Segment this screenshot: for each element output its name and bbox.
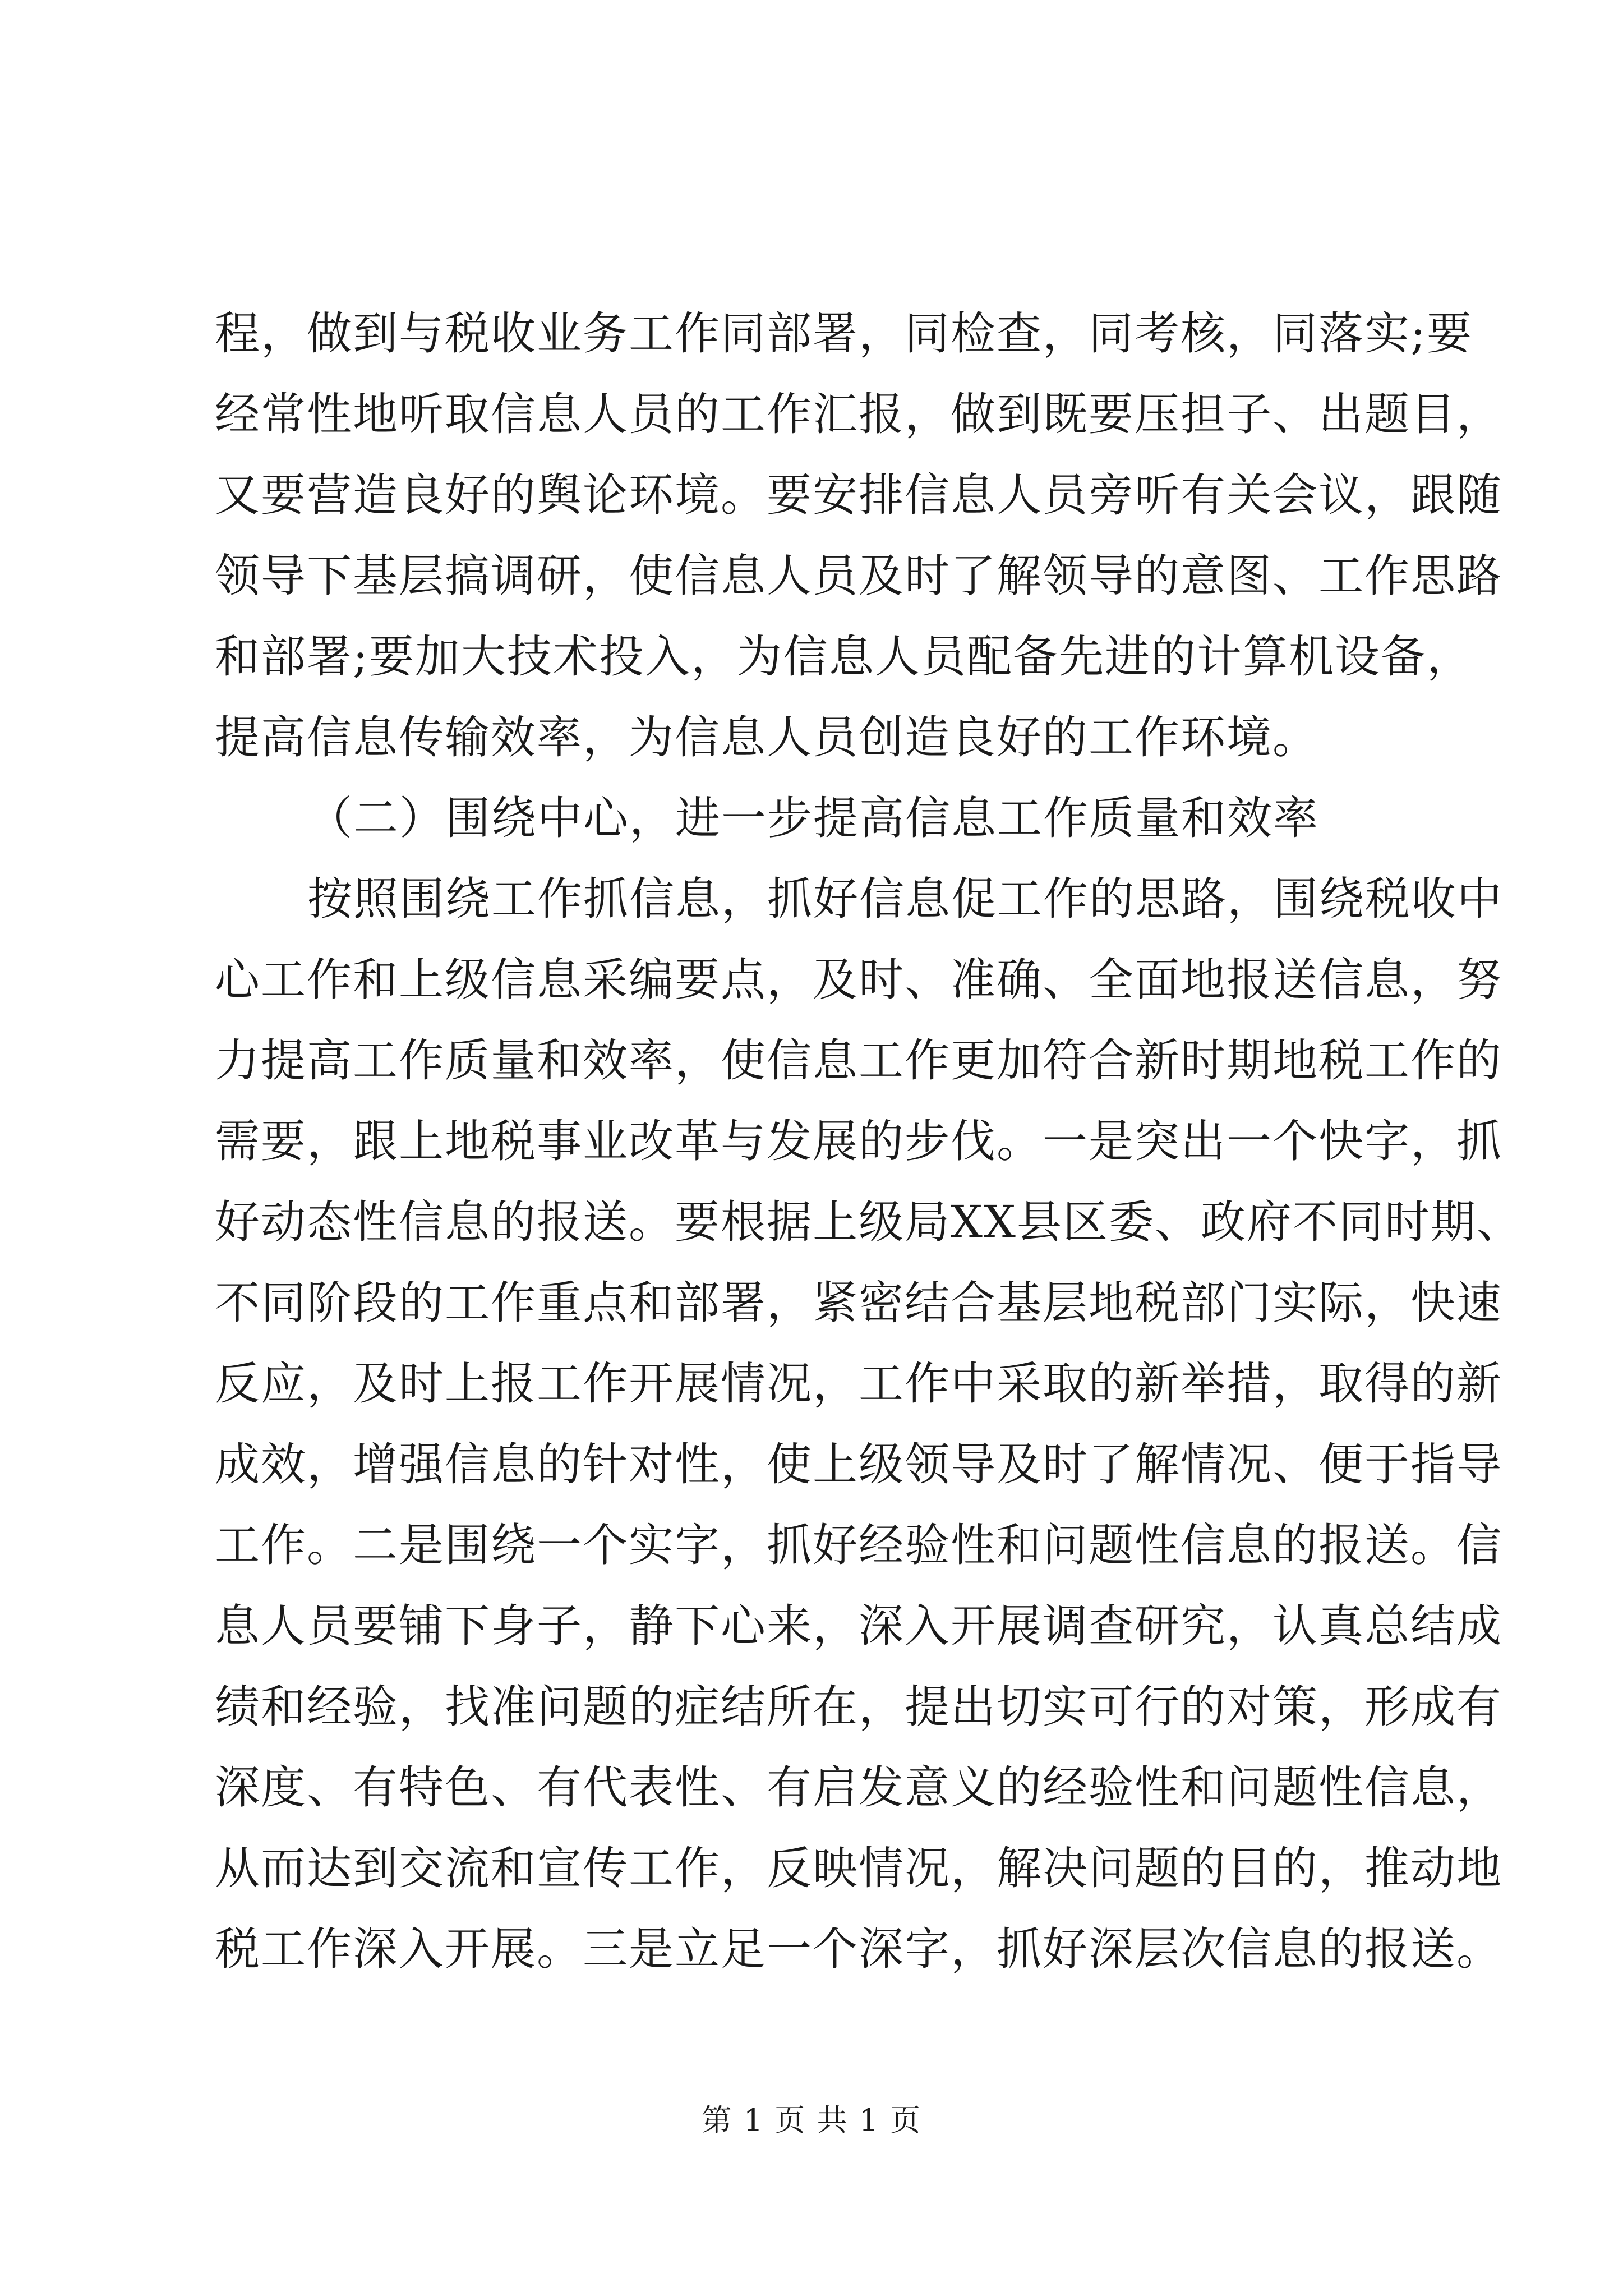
paragraph-line: 息人员要铺下身子，静下心来，深入开展调查研究，认真总结成 — [215, 1600, 1502, 1652]
paragraph-line: 成效，增强信息的针对性，使上级领导及时了解情况、便于指导 — [215, 1438, 1502, 1490]
paragraph-line: 按照围绕工作抓信息，抓好信息促工作的思路，围绕税收中 — [307, 873, 1503, 925]
paragraph-line: 税工作深入开展。三是立足一个深字，抓好深层次信息的报送。 — [215, 1923, 1502, 1975]
paragraph-line: 需要，跟上地税事业改革与发展的步伐。一是突出一个快字，抓 — [215, 1115, 1502, 1167]
paragraph-line: 提高信息传输效率，为信息人员创造良好的工作环境。 — [215, 711, 1318, 763]
section-heading: （二）围绕中心，进一步提高信息工作质量和效率 — [307, 792, 1319, 844]
paragraph-line: 又要营造良好的舆论环境。要安排信息人员旁听有关会议，跟随 — [215, 469, 1502, 521]
paragraph-line: 不同阶段的工作重点和部署，紧密结合基层地税部门实际，快速 — [215, 1277, 1502, 1329]
paragraph-line: 领导下基层搞调研，使信息人员及时了解领导的意图、工作思路 — [215, 550, 1502, 602]
page-footer: 第 1 页 共 1 页 — [701, 2102, 922, 2138]
paragraph-line: 深度、有特色、有代表性、有启发意义的经验性和问题性信息， — [215, 1761, 1502, 1814]
paragraph-line: 工作。二是围绕一个实字，抓好经验性和问题性信息的报送。信 — [215, 1519, 1502, 1571]
paragraph-line: 力提高工作质量和效率，使信息工作更加符合新时期地税工作的 — [215, 1034, 1502, 1087]
paragraph-line: 从而达到交流和宣传工作，反映情况，解决问题的目的，推动地 — [215, 1842, 1502, 1894]
paragraph-line: 经常性地听取信息人员的工作汇报，做到既要压担子、出题目， — [215, 388, 1502, 440]
paragraph-line: 反应，及时上报工作开展情况，工作中采取的新举措，取得的新 — [215, 1358, 1502, 1410]
paragraph-line: 好动态性信息的报送。要根据上级局XX县区委、政府不同时期、 — [215, 1196, 1523, 1248]
paragraph-line: 心工作和上级信息采编要点，及时、准确、全面地报送信息，努 — [215, 954, 1502, 1006]
paragraph-line: 和部署;要加大技术投入，为信息人员配备先进的计算机设备， — [215, 631, 1473, 683]
paragraph-line: 绩和经验，找准问题的症结所在，提出切实可行的对策，形成有 — [215, 1681, 1502, 1733]
paragraph-line: 程，做到与税收业务工作同部署，同检查，同考核，同落实;要 — [215, 307, 1473, 360]
